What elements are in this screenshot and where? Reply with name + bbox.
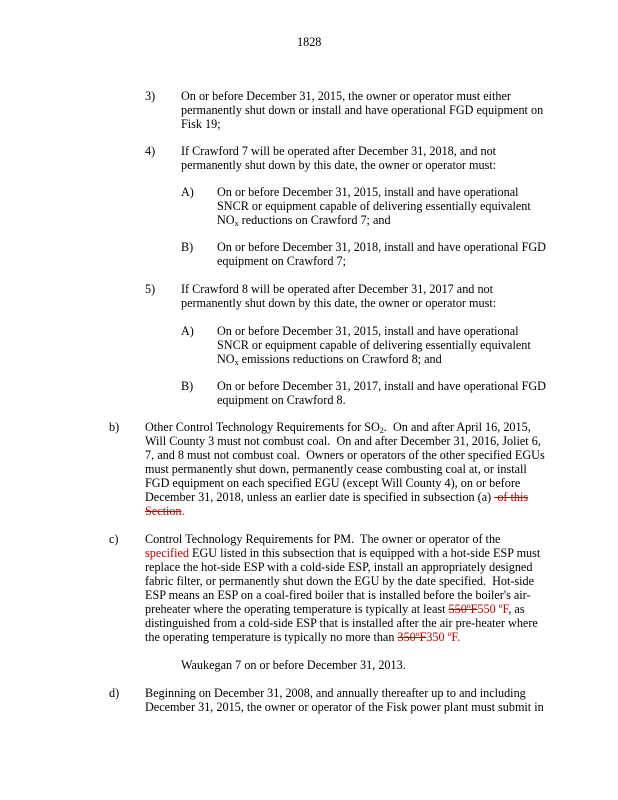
item-5b-number: B): [181, 379, 194, 393]
section-c-line-6-text: preheater where the operating temperature is typically at least: [145, 602, 449, 616]
item-4b-number: B): [181, 240, 194, 254]
section-c-number: c): [109, 532, 119, 546]
inserted-text: 550 ºF: [477, 602, 509, 616]
section-c-line-6: [145, 602, 525, 616]
inserted-text: specified: [145, 546, 189, 560]
section-c-line-2-text: EGU listed in this subsection that is equipped with a hot-side ESP must: [189, 546, 541, 560]
section-b-line-7: [145, 504, 185, 518]
section-b-number: b): [109, 420, 120, 434]
item-5-line-1: If Crawford 8 will be operated after December 31, 2017 and not: [181, 282, 494, 296]
section-c-line-3: replace the hot-side ESP with a cold-side ESP, install an appropriately designed: [145, 560, 533, 574]
section-d-line-1: Beginning on December 31, 2008, and annually thereafter up to and including: [145, 686, 526, 700]
item-4-line-2: permanently shut down by this date, the owner or operator must:: [181, 158, 497, 172]
page-number: 1828: [297, 35, 322, 49]
section-c-line-5: ESP means an ESP on a coal-fired boiler that is installed before the boiler's air-: [145, 588, 531, 602]
item-3-line-1: On or before December 31, 2015, the owner or operator must either: [181, 89, 511, 103]
item-5a-number: A): [181, 324, 194, 338]
item-5-line-2: permanently shut down by this date, the owner or operator must:: [181, 296, 497, 310]
deleted-text: 550ºF: [448, 602, 478, 616]
item-4a-number: A): [181, 185, 194, 199]
section-d-number: d): [109, 686, 120, 700]
item-5b-line-1: On or before December 31, 2017, install and have operational FGD: [217, 379, 546, 393]
item-4b-line-1: On or before December 31, 2018, install and have operational FGD: [217, 240, 546, 254]
item-4-line-1: If Crawford 7 will be operated after December 31, 2018, and not: [181, 144, 497, 158]
item-5b-line-2: equipment on Crawford 8.: [217, 393, 346, 407]
item-5a-line-2: SNCR or equipment capable of delivering essentially equivalent: [217, 338, 531, 352]
item-4a-line-3: [217, 213, 391, 231]
section-b-line-2: Will County 3 must not combust coal. On and after December 31, 2016, Joliet 6,: [145, 434, 541, 448]
nox-subscript: x: [234, 219, 239, 228]
item-4b-line-2: equipment on Crawford 7;: [217, 254, 346, 268]
section-c-line-1: Control Technology Requirements for PM. The owner or operator of the: [145, 532, 501, 546]
section-c-line-2: [145, 546, 540, 560]
section-c-line-4: fabric filter, or permanently shut down the EGU by the date specified. Hot-side: [145, 574, 535, 588]
item-5-number: 5): [145, 282, 156, 296]
deleted-text: of this: [494, 490, 529, 504]
item-4a-line-2: SNCR or equipment capable of delivering essentially equivalent: [217, 199, 531, 213]
item-5a-line-1: On or before December 31, 2015, install and have operational: [217, 324, 519, 338]
section-b-line-3: 7, and 8 must not combust coal. Owners or operators of the other specified EGUs: [145, 448, 545, 462]
section-b-line-1-text: . On and after April 16, 2015,: [383, 420, 531, 434]
nox-prefix: NO: [217, 213, 235, 227]
item-3-line-3: Fisk 19;: [181, 117, 221, 131]
inserted-text: .: [457, 630, 461, 644]
item-4a-line-1: On or before December 31, 2015, install and have operational: [217, 185, 519, 199]
item-5a-line-3-text: emissions reductions on Crawford 8; and: [238, 352, 442, 366]
section-c-line-8-text: the operating temperature is typically no more than: [145, 630, 398, 644]
section-c-line-6-tail: , as: [508, 602, 525, 616]
section-b-line-6: [145, 490, 528, 504]
item-3-line-2: permanently shut down or install and have operational FGD equipment on: [181, 103, 544, 117]
item-4-number: 4): [145, 144, 156, 158]
deleted-text: 350ºF: [397, 630, 427, 644]
deleted-text: Section: [145, 504, 182, 518]
section-d-line-2: December 31, 2015, the owner or operator of the Fisk power plant must submit in: [145, 700, 544, 714]
section-b-line-4: must permanently shut down, permanently cease combusting coal at, or install: [145, 462, 527, 476]
inserted-text: .: [181, 504, 185, 518]
nox-prefix: NO: [217, 352, 235, 366]
inserted-text: 350 ºF: [426, 630, 458, 644]
section-c-line-7: distinguished from a cold-side ESP that is installed after the air pre-heater where: [145, 616, 538, 630]
waukegan-line: Waukegan 7 on or before December 31, 2013.: [181, 658, 406, 672]
so2-subscript: 2: [379, 426, 384, 435]
section-b-line-5: FGD equipment on each specified EGU (except Will County 4), on or before: [145, 476, 521, 490]
section-c-line-8: [145, 630, 460, 644]
so2-heading: Other Control Technology Requirements for SO: [145, 420, 380, 434]
item-4a-line-3-text: reductions on Crawford 7; and: [238, 213, 391, 227]
item-5a-line-3: [217, 352, 442, 370]
nox-subscript: x: [234, 358, 239, 367]
item-3-number: 3): [145, 89, 156, 103]
section-b-line-6-text: December 31, 2018, unless an earlier date is specified in subsection (a): [145, 490, 495, 504]
